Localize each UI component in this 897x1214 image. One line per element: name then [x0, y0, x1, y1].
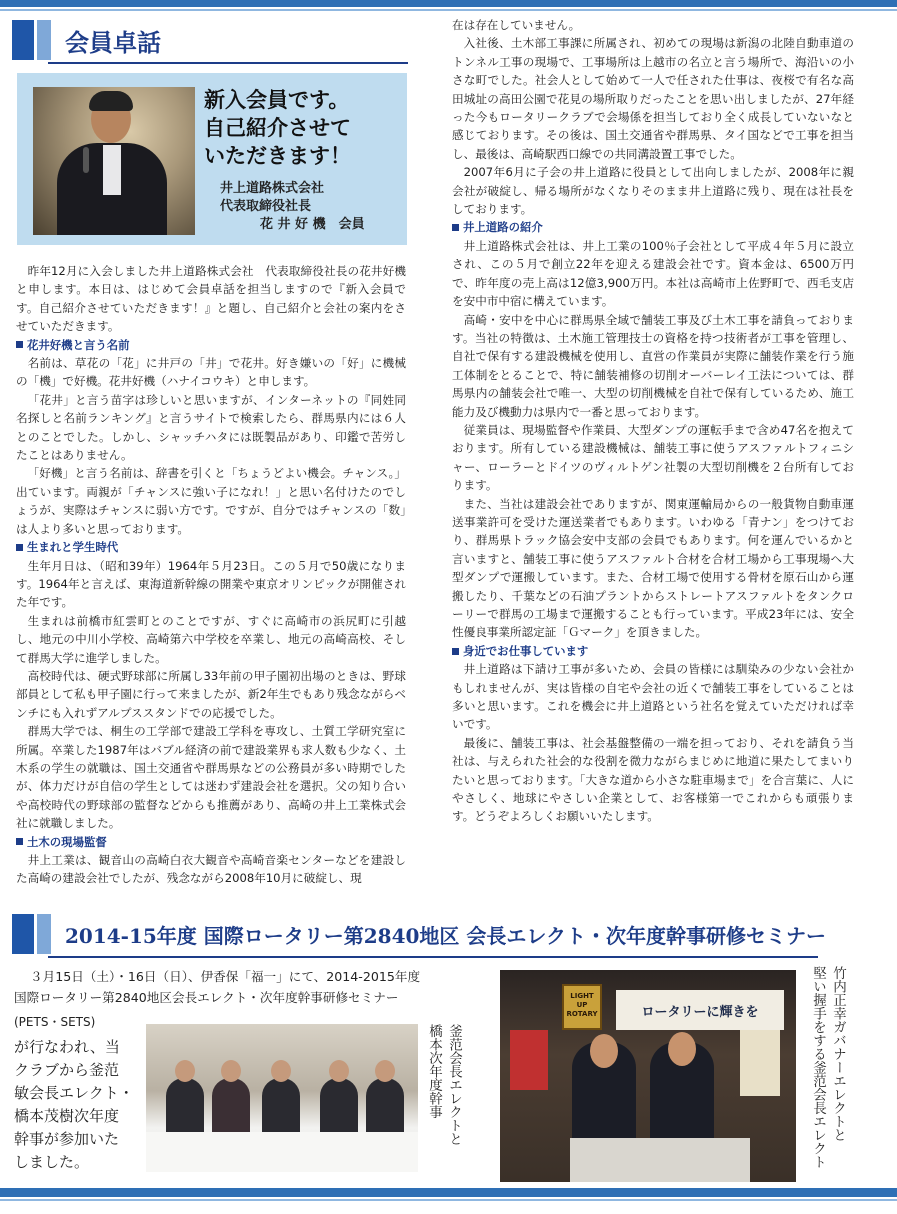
photo-attendee [166, 1078, 204, 1138]
paragraph: 入社後、土木部工事課に所属され、初めての現場は新潟の北陸自動車道のトンネル工事の現場で、工事場所は上越市の名立と言う場所で、海沿いの小さな町でした。社会人として始めて一人で任された仕事は、夜桜で有名な高田城址の高田公園で花見の場所取りだったことを思い出しましたが、27年経った今もロータリークラブで会場係を担当しており全く成長していないなと感じております。その後は、国土交通省や群馬県、タイ国などで工事を担当し、最後は、高崎駅西口線での共同溝設置工事でした。 [452, 36, 854, 161]
paragraph: 名前は、草花の「花」に井戸の「井」で花井。好き嫌いの「好」に機械の「機」で好機。花井好機（ハナイコウキ）と申します。 [16, 356, 406, 389]
left-column [16, 262, 406, 888]
subheading [16, 336, 406, 354]
header-block-dark [12, 914, 34, 954]
pets-line: (PETS・SETS) [14, 1015, 96, 1029]
pets-line: 敏会長エレクト・ [14, 1084, 134, 1102]
photo-table [146, 1132, 418, 1172]
photo-figure-hair [89, 91, 133, 111]
photo-person-right-head [668, 1032, 696, 1066]
bottom-border [0, 1188, 897, 1197]
paragraph: 群馬大学では、桐生の工学部で建設工学科を専攻し、土質工学研究室に所属。卒業した1987年はバブル経済の前で建設業界も求人数も少なく、土木系の学生の就職は、国土交通省や群馬県などの公務員が多い時期でしたが、体力だけが自信の学生としては迷わず建設会社を選択。父の知り合いや高校時代の野球部の監督などからも推薦があり、高崎の井上工業株式会社に就職しました。 [16, 724, 406, 831]
subheading [452, 218, 854, 236]
subheading [16, 538, 406, 556]
photo-caption-meeting [424, 1024, 464, 1184]
caption-line: 堅い握手をする釜范会長エレクト [810, 966, 826, 1169]
photo-attendee [320, 1078, 358, 1138]
photo-attendee-head [221, 1060, 241, 1082]
pets-text-top [14, 966, 421, 1008]
square-bullet-icon [16, 544, 23, 551]
section-title: 会員卓話 [65, 27, 161, 57]
pets-line: しました。 [14, 1153, 90, 1171]
caption-line: 橋本次年度幹事 [426, 1024, 442, 1119]
subheading-text: 花井好機と言う名前 [27, 337, 130, 352]
pets-line: 国際ロータリー第2840地区会長エレクト・次年度幹事研修セミナー [14, 990, 399, 1005]
paragraph: 最後に、舗装工事は、社会基盤整備の一端を担っており、それを請負う当社は、与えられた社会的な役割を微力ながらまじめに地道に果たしてまいりたいと思っております。「大きな道から小さな駐車場まで」を合言葉に、人にやさしく、地球にやさしい企業として、お客様第一でこれからも頑張ります。どうぞよろしくお願いいたします。 [452, 735, 854, 824]
photo-attendee-head [175, 1060, 195, 1082]
headline-line-3: いただきます！ [204, 143, 351, 168]
paragraph: 2007年6月に子会の井上道路に役員として出向しましたが、2008年に親会社が破綻し、帰る場所がなくなりそのまま井上道路に残り、現在は社長をしております。 [452, 165, 854, 217]
header-block-light [37, 914, 51, 954]
photo-caption-handshake [808, 966, 848, 1182]
paragraph: 井上道路株式会社は、井上工業の100％子会社として平成４年５月に設立され、この５月で創立22年を迎える建設会社です。資本金は、6500万円で、昨年度の売上高は12億3,900万円。本社は高崎市上佐野町で、西毛支店を安中市中宿に構えています。 [452, 238, 854, 309]
photo-attendee-head [329, 1060, 349, 1082]
flag [740, 1026, 780, 1096]
headline-line-1: 新入会員です。 [204, 87, 350, 112]
subheading-text: 井上道路の紹介 [463, 220, 543, 235]
paragraph: 井上工業は、観音山の高崎白衣大観音や高崎音楽センターなどを建設した高崎の建設会社でしたが、残念ながら2008年10月に破綻し、現 [16, 853, 406, 886]
speaker-company: 井上道路株式会社 [220, 181, 325, 196]
square-bullet-icon [16, 838, 23, 845]
subheading [16, 833, 406, 851]
paragraph: 高校時代は、硬式野球部に所属し33年前の甲子園初出場のときは、野球部員として私も甲子園に行って来ましたが、新2年生でもあり残念ながらベンチにも入れずアルプススタンドでの応援でした。 [16, 668, 406, 720]
pets-line: クラブから釜范 [14, 1061, 120, 1079]
speaker-affiliation [220, 180, 365, 234]
flag [510, 1030, 548, 1090]
photo-attendee [212, 1078, 250, 1138]
square-bullet-icon [16, 341, 23, 348]
photo-person-left-head [590, 1034, 618, 1068]
caption-line: 竹内正幸ガバナーエレクトと [830, 966, 846, 1142]
paragraph: 従業員は、現場監督や作業員、大型ダンプの運転手まで含め47名を抱えております。所有している建設機械は、舗装工事に使うアスファルトフィニシャー、ローラーとドイツのヴィルトゲン社製の大型切削機を２台所有しております。 [452, 422, 854, 493]
speaker-position: 代表取締役社長 [220, 199, 312, 214]
subheading-text: 土木の現場監督 [27, 834, 107, 849]
top-border-accent [0, 9, 897, 11]
paragraph: 井上道路は下請け工事が多いため、会員の皆様には馴染みの少ない会社かもしれませんが、実は皆様の自宅や会社の近くで舗装工事をしていることは多いと思います。これを機会に井上道路という社名を覚えていただければ幸いです。 [452, 662, 854, 732]
section-header-speech [12, 18, 161, 62]
square-bullet-icon [452, 224, 459, 231]
pets-line: が行なわれ、当 [14, 1038, 120, 1056]
paragraph: 在は存在していません。 [452, 18, 581, 32]
pets-line: ３月15日（土）・16日（日）、伊香保「福一」にて、2014-2015年度 [30, 969, 421, 984]
intro-headline [204, 86, 351, 170]
header-block-light [37, 20, 51, 60]
paragraph: 「花井」と言う苗字は珍しいと思いますが、インターネットの『同姓同名探しと名前ランキング』と言うサイトで検索したら、群馬県内には６人とのことでした。しかし、シャッチハタには既製品があり、印鑑で苦労したことはありません。 [16, 392, 406, 463]
paragraph: 「好機」と言う名前は、辞書を引くと「ちょうどよい機会。チャンス。」出ています。両親が「チャンスに強い子になれ！」と思い名付けたのでしょうが、実際はチャンスに弱い方です。ですが、自分ではチャンスの「数」は人より多いと思っております。 [16, 466, 406, 536]
subheading-text: 生まれと学生時代 [27, 540, 119, 555]
photo-attendee [366, 1078, 404, 1138]
speaker-photo [33, 87, 195, 235]
seminar-meeting-photo [146, 1024, 418, 1172]
paragraph: また、当社は建設会社でありますが、関東運輸局からの一般貨物自動車運送事業許可を受けた運送業者でもあります。いわゆる「青ナン」をつけており、群馬県トラック協会安中支部の会員でもあります。何を運んでいるかと言いますと、舗装工事に使うアスファルト合材を合材工場から工事現場へ大型ダンプで運搬しています。また、合材工場で使用する骨材を原石山から運搬したり、千葉などの石油プラントからストレートアスファルトをタンクローリーで群馬の工場まで運搬することも行っています。平成23年には、安全性優良事業所認定証「Ｇマーク」を頂きました。 [452, 496, 854, 640]
handshake-photo [500, 970, 796, 1182]
bottom-border-accent [0, 1199, 897, 1201]
paragraph: 高崎・安中を中心に群馬県全域で舗装工事及び土木工事を請負っております。当社の特徴は、土木施工管理技士の資格を持つ技術者が工事を管理し、自社で保有する建設機械を使用し、直営の作業員が実際に舗装作業を行う施工体制をとることで、特に舗装補修の切削オーバーレイ工法については、群馬県内の舗装会社で唯一、大型の切削機械を自社で保有しているため、施工能力及び機動力は県内で一番と思っております。 [452, 312, 854, 419]
subheading [452, 642, 854, 660]
seminar-underline [48, 956, 818, 958]
caption-line: 釜范会長エレクトと [446, 1024, 462, 1146]
paragraph: 生年月日は、（昭和39年）1964年５月23日。この５月で50歳になります。1964年と言えば、東海道新幹線の開業や東京オリンピックが開催された年です。 [16, 558, 406, 610]
photo-attendee-head [375, 1060, 395, 1082]
photo-figure-shirt [103, 145, 121, 195]
section-underline [48, 62, 408, 64]
headline-line-2: 自己紹介させて [204, 115, 351, 140]
paragraph: 昨年12月に入会しました井上道路株式会社 代表取締役社長の花井好機と申します。本日は、はじめて会員卓話を担当しますので『新入会員です。自己紹介させていただきます！』と題し、自己紹介と会社の案内をさせていただきます。 [16, 264, 406, 334]
photo-attendee-head [271, 1060, 291, 1082]
light-up-rotary-logo: LIGHT UP ROTARY [562, 984, 602, 1030]
pets-line: 幹事が参加いた [14, 1130, 120, 1148]
subheading-text: 身近でお仕事しています [463, 643, 589, 658]
pets-line: 橋本茂樹次年度 [14, 1107, 120, 1125]
square-bullet-icon [452, 648, 459, 655]
pets-text-body [14, 1036, 134, 1174]
microphone [83, 147, 89, 173]
speaker-name: 花 井 好 機 会員 [260, 217, 365, 232]
photo-attendee [262, 1078, 300, 1138]
rotary-banner: ロータリーに輝きを [616, 990, 784, 1030]
section-header-seminar [12, 912, 826, 956]
header-block-dark [12, 20, 34, 60]
top-border [0, 0, 897, 7]
paragraph: 生まれは前橋市紅雲町とのことですが、すぐに高崎市の浜尻町に引越し、地元の中川小学校、高崎第六中学校を卒業し、地元の高崎高校、そして群馬大学に進学しました。 [16, 613, 406, 665]
right-column [452, 16, 854, 826]
seminar-title: 2014-15年度 国際ロータリー第2840地区 会長エレクト・次年度幹事研修セミナー [65, 923, 826, 948]
podium [570, 1138, 750, 1182]
